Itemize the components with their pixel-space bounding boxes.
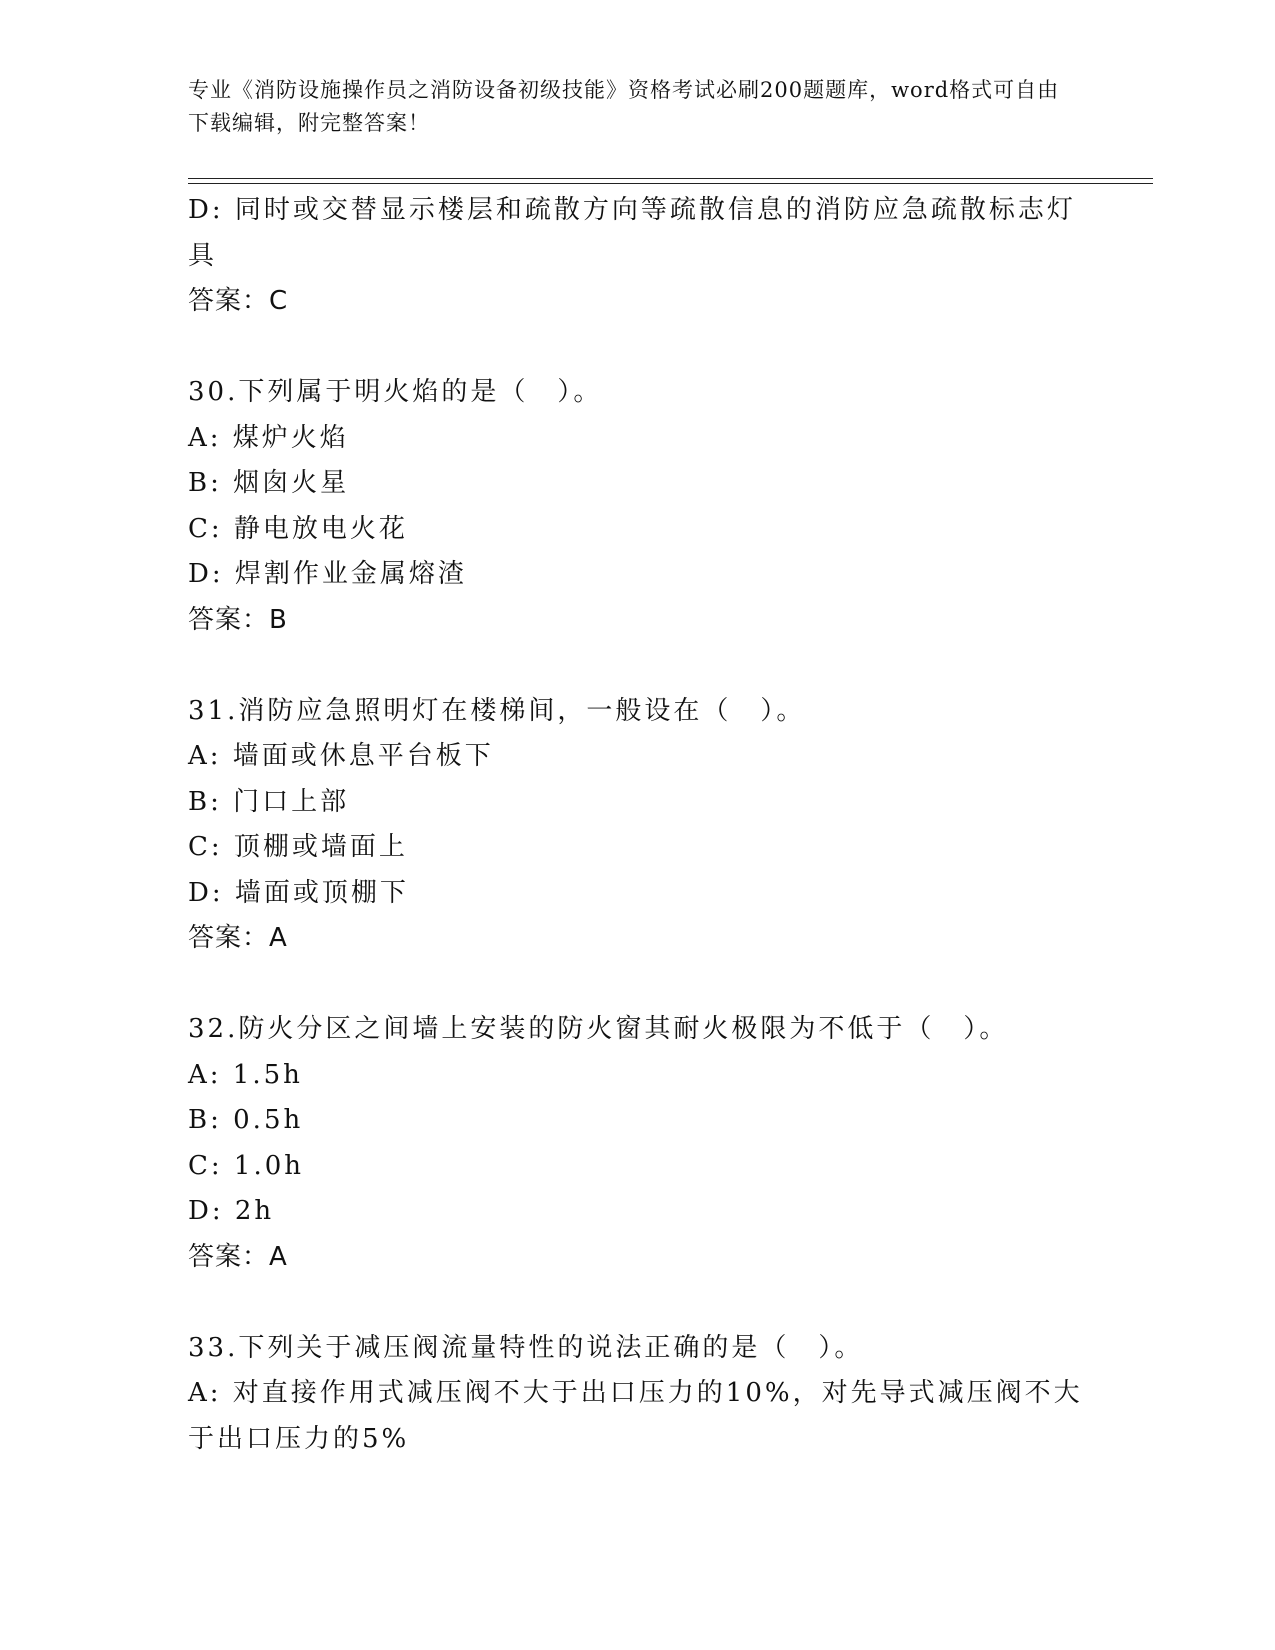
option-b: B: 门口上部 — [188, 786, 350, 817]
question-33 — [188, 1326, 1088, 1463]
option-a-line2: 于出口压力的5% — [188, 1423, 410, 1454]
option-b: B: 烟囱火星 — [188, 468, 350, 498]
option-c: C: 静电放电火花 — [188, 513, 408, 544]
option-a: A: 1.5h — [188, 1059, 303, 1090]
question-stem: 31.消防应急照明灯在楼梯间，一般设在（ ）。 — [188, 695, 806, 726]
page-header — [188, 74, 1068, 140]
spacer — [188, 1280, 1088, 1326]
spacer — [188, 325, 1088, 371]
option-d-line1: D: 同时或交替显示楼层和疏散方向等疏散信息的消防应急疏散标志灯 — [188, 195, 1076, 225]
question-stem: 30.下列属于明火焰的是（ ）。 — [188, 377, 603, 407]
option-c: C: 顶棚或墙面上 — [188, 832, 408, 862]
option-d: D: 焊割作业金属熔渣 — [188, 559, 467, 589]
spacer — [188, 962, 1088, 1008]
option-d-line2: 具 — [188, 240, 218, 271]
answer: 答案：A — [188, 1241, 288, 1272]
question-stem: 32.防火分区之间墙上安装的防火窗其耐火极限为不低于（ ）。 — [188, 1014, 1009, 1044]
question-stem: 33.下列关于减压阀流量特性的说法正确的是（ ）。 — [188, 1332, 864, 1363]
question-30 — [188, 370, 1088, 643]
header-divider-bottom — [188, 183, 1153, 184]
answer: 答案：A — [188, 923, 288, 953]
option-a-line1: A: 对直接作用式减压阀不大于出口压力的10%，对先导式减压阀不大 — [188, 1378, 1083, 1408]
option-a: A: 墙面或休息平台板下 — [188, 741, 494, 771]
option-a: A: 煤炉火焰 — [188, 422, 349, 453]
header-divider-top — [188, 178, 1153, 179]
option-d: D: 2h — [188, 1196, 275, 1226]
question-content — [188, 188, 1088, 1462]
question-32 — [188, 1007, 1088, 1280]
header-text: 专业《消防设施操作员之消防设备初级技能》资格考试必刷200题题库，word格式可自由下载编辑，附完整答案！ — [188, 78, 1060, 135]
answer: 答案：B — [188, 604, 288, 635]
option-d: D: 墙面或顶棚下 — [188, 877, 409, 908]
answer-previous: 答案：C — [188, 286, 289, 316]
option-c: C: 1.0h — [188, 1150, 305, 1181]
question-31 — [188, 689, 1088, 962]
spacer — [188, 643, 1088, 689]
option-b: B: 0.5h — [188, 1105, 304, 1135]
